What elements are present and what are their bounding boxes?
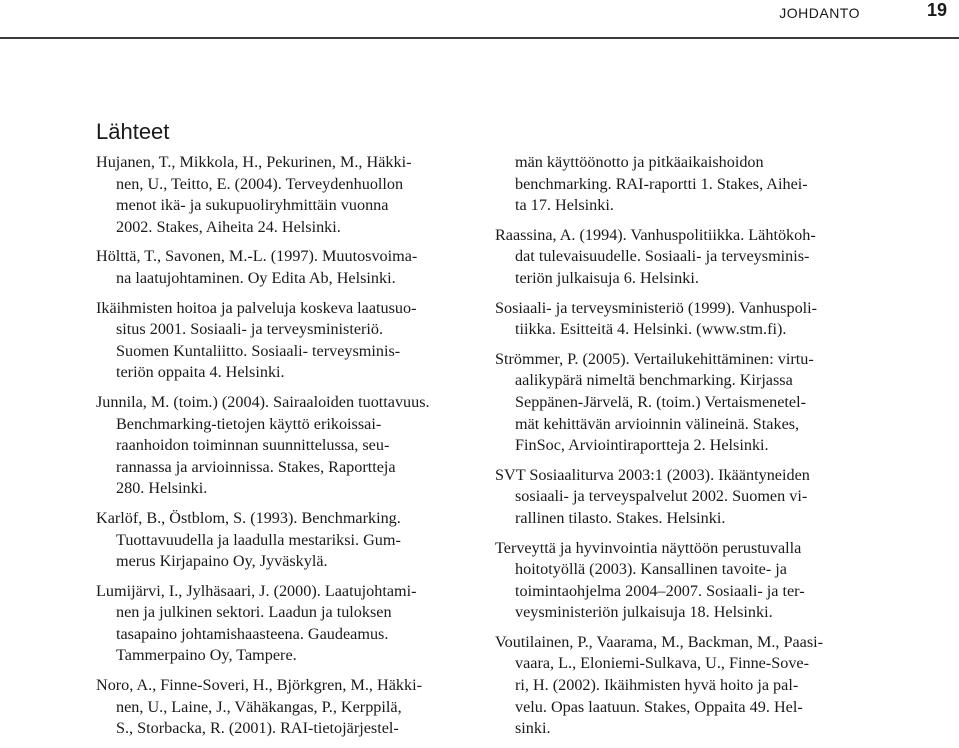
- reference-entry: [96, 581, 471, 667]
- reference-line: veysministeriön julkaisuja 18. Helsinki.: [515, 603, 773, 622]
- reference-line: teriön julkaisuja 6. Helsinki.: [515, 268, 699, 287]
- reference-line: menot ikä- ja sukupuoliryhmittäin vuonna: [116, 196, 389, 215]
- reference-line: situs 2001. Sosiaali- ja terveysministeriö.: [116, 320, 384, 339]
- reference-line: sosiaali- ja terveyspalvelut 2002. Suomen vi-: [515, 487, 808, 506]
- reference-line: Lumijärvi, I., Jylhäsaari, J. (2000). Laatujohtami-: [96, 581, 417, 600]
- reference-line: Tuottavuudella ja laadulla mestariksi. Gum-: [116, 530, 401, 549]
- reference-line: SVT Sosiaaliturva 2003:1 (2003). Ikääntyneiden: [495, 465, 810, 484]
- reference-entry: [96, 298, 471, 384]
- page-heading: Lähteet: [96, 119, 170, 144]
- reference-line: dat tulevaisuudelle. Sosiaali- ja terveysminis-: [515, 247, 810, 266]
- reference-line: 280. Helsinki.: [116, 479, 208, 498]
- reference-line: Sosiaali- ja terveysministeriö (1999). Vanhuspoli-: [495, 298, 818, 317]
- right-column: [495, 152, 870, 748]
- reference-line: teriön oppaita 4. Helsinki.: [116, 363, 285, 382]
- reference-line: raanhoidon toiminnan suunnittelussa, seu-: [116, 436, 390, 455]
- reference-line: Ikäihmisten hoitoa ja palveluja koskeva laatusuo-: [96, 298, 417, 317]
- reference-entry: [495, 152, 870, 217]
- reference-entry: [495, 632, 870, 740]
- reference-line: nen, U., Teitto, E. (2004). Terveydenhuollon: [116, 174, 404, 193]
- reference-line: tiikka. Esitteitä 4. Helsinki. (www.stm.fi).: [515, 320, 787, 339]
- reference-entry: [495, 538, 870, 624]
- reference-line: aalikypärä nimeltä benchmarking. Kirjassa: [515, 371, 793, 390]
- reference-line: Raassina, A. (1994). Vanhuspolitiikka. Lähtökoh-: [495, 225, 816, 244]
- page-number: 19: [926, 0, 947, 20]
- reference-line: tasapaino johtamishaasteena. Gaudeamus.: [116, 624, 389, 643]
- reference-line: rannassa ja arvioinnissa. Stakes, Raportteja: [116, 457, 396, 476]
- reference-entry: [495, 465, 870, 530]
- reference-line: Hujanen, T., Mikkola, H., Pekurinen, M., Häkki-: [96, 153, 412, 171]
- reference-entry: [96, 508, 471, 573]
- reference-line: na laatujohtaminen. Oy Edita Ab, Helsinki.: [116, 268, 396, 287]
- reference-line: ta 17. Helsinki.: [515, 196, 614, 215]
- reference-line: toimintaohjelma 2004–2007. Sosiaali- ja ter-: [515, 581, 805, 600]
- reference-line: nen, U., Laine, J., Vähäkangas, P., Kerppilä,: [116, 697, 402, 716]
- reference-line: Karlöf, B., Östblom, S. (1993). Benchmarking.: [96, 508, 401, 527]
- reference-line: Terveyttä ja hyvinvointia näyttöön perustuvalla: [495, 538, 802, 557]
- reference-line: Seppänen-Järvelä, R. (toim.) Vertaismenetel-: [515, 392, 806, 411]
- reference-line: S., Storbacka, R. (2001). RAI-tietojärjestel-: [116, 719, 399, 738]
- section-label: JOHDANTO: [779, 5, 860, 21]
- reference-line: män käyttöönotto ja pitkäaikaishoidon: [515, 153, 764, 171]
- reference-line: velu. Opas laatuun. Stakes, Oppaita 49. Hel-: [515, 697, 803, 716]
- reference-line: ri, H. (2002). Ikäihmisten hyvä hoito ja pal-: [515, 676, 799, 695]
- reference-entry: [96, 152, 471, 238]
- reference-line: hoitotyöllä (2003). Kansallinen tavoite- ja: [515, 560, 787, 579]
- reference-line: Tammerpaino Oy, Tampere.: [116, 646, 297, 665]
- reference-entry: [96, 392, 471, 500]
- reference-line: sinki.: [515, 719, 551, 738]
- reference-line: vaara, L., Eloniemi-Sulkava, U., Finne-Sove-: [515, 654, 809, 673]
- reference-line: nen ja julkinen sektori. Laadun ja tuloksen: [116, 603, 392, 622]
- reference-entry: [495, 225, 870, 290]
- reference-line: Voutilainen, P., Vaarama, M., Backman, M., Paasi-: [495, 632, 824, 651]
- reference-entry: [96, 675, 471, 740]
- reference-line: rallinen tilasto. Stakes. Helsinki.: [515, 508, 726, 527]
- reference-entry: [495, 298, 870, 341]
- reference-line: benchmarking. RAI-raportti 1. Stakes, Aihei-: [515, 174, 808, 193]
- header-rule: [0, 37, 959, 39]
- left-column: [96, 152, 471, 748]
- reference-line: Suomen Kuntaliitto. Sosiaali- terveysminis-: [116, 341, 401, 360]
- reference-line: Strömmer, P. (2005). Vertailukehittäminen: virtu-: [495, 349, 814, 368]
- reference-line: Noro, A., Finne-Soveri, H., Björkgren, M., Häkki-: [96, 676, 422, 695]
- reference-line: Junnila, M. (toim.) (2004). Sairaaloiden tuottavuus.: [96, 392, 430, 411]
- running-header: [0, 0, 959, 38]
- reference-line: mät kehittävän arvioinnin välineinä. Stakes,: [515, 414, 800, 433]
- reference-line: Benchmarking-tietojen käyttö erikoissai-: [116, 414, 382, 433]
- reference-line: merus Kirjapaino Oy, Jyväskylä.: [116, 552, 328, 571]
- reference-line: 2002. Stakes, Aiheita 24. Helsinki.: [116, 217, 341, 236]
- reference-entry: [495, 349, 870, 457]
- reference-line: Hölttä, T., Savonen, M.-L. (1997). Muutosvoima-: [96, 247, 418, 266]
- reference-entry: [96, 246, 471, 289]
- reference-line: FinSoc, Arviointiraportteja 2. Helsinki.: [515, 436, 769, 455]
